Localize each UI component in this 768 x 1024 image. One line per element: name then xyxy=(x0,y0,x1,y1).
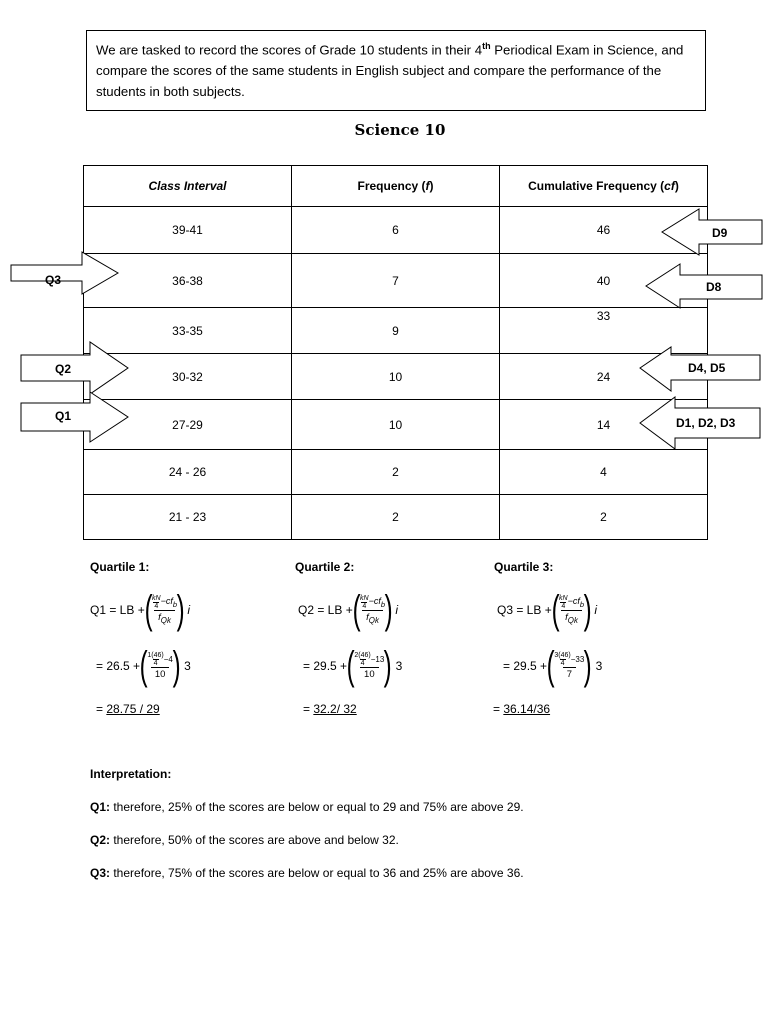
cell-interval: 39-41 xyxy=(84,207,292,254)
cell-frequency: 2 xyxy=(292,450,500,495)
quartile-3-substitution: = 29.5 + ( 3(46) 4 −33 7 ) 3 xyxy=(503,644,603,688)
table-row xyxy=(84,254,708,308)
interpretation-q3: Q3: therefore, 75% of the scores are below or equal to 36 and 25% are above 36. xyxy=(90,866,524,880)
interpretation-heading: Interpretation: xyxy=(90,767,172,781)
cell-interval: 21 - 23 xyxy=(84,495,292,540)
cell-interval: 36-38 xyxy=(84,254,292,308)
quartile-1-substitution: = 26.5 + ( 1(46) 4 −4 10 ) 3 xyxy=(96,644,191,688)
header-cumulative-frequency: Cumulative Frequency (cf) xyxy=(500,166,708,207)
cell-cf: 4 xyxy=(500,450,708,495)
cell-cf: 40 xyxy=(500,254,708,308)
cell-frequency: 10 xyxy=(292,354,500,400)
table-row xyxy=(84,308,708,354)
q2-arrow-label: Q2 xyxy=(55,362,72,376)
intro-text-end: Periodical Exam in Science, and compare the scores of the same students in English subject and compare the performance of the students in both subjects. xyxy=(96,42,684,100)
q1-arrow-label: Q1 xyxy=(55,409,72,423)
intro-superscript: th xyxy=(482,41,491,51)
cell-cf: 46 xyxy=(500,207,708,254)
cell-cf: 2 xyxy=(500,495,708,540)
quartile-1-result: = 28.75 / 29 xyxy=(96,702,160,716)
cell-frequency: 2 xyxy=(292,495,500,540)
d8-arrow-label: D8 xyxy=(706,280,722,294)
quartile-1-heading: Quartile 1: xyxy=(90,560,150,574)
q3-arrow-label: Q3 xyxy=(45,273,62,287)
table-row xyxy=(84,207,708,254)
quartile-2-substitution: = 29.5 + ( 2(46) 4 −13 10 ) 3 xyxy=(303,644,403,688)
cell-cf: 14 xyxy=(500,400,708,450)
right-arrow-icon xyxy=(20,391,130,443)
d1-d2-d3-arrow-label: D1, D2, D3 xyxy=(676,416,736,430)
interpretation-q2: Q2: therefore, 50% of the scores are above and below 32. xyxy=(90,833,399,847)
table-row xyxy=(84,450,708,495)
cell-cf: 24 xyxy=(500,354,708,400)
quartile-3-heading: Quartile 3: xyxy=(494,560,554,574)
cell-frequency: 10 xyxy=(292,400,500,450)
quartile-2-formula: Q2 = LB + ( kN 4 $-cf_b$ $f_{Qk}$ ) i xyxy=(298,588,399,632)
cell-interval: 27-29 xyxy=(84,400,292,450)
d4-d5-arrow xyxy=(639,346,761,392)
cell-interval: 24 - 26 xyxy=(84,450,292,495)
frequency-table xyxy=(83,165,708,540)
d9-arrow-label: D9 xyxy=(712,226,728,240)
quartile-3-result: = 36.14/36 xyxy=(493,702,551,716)
quartile-2-result: = 32.2/ 32 xyxy=(303,702,357,716)
q3-arrow xyxy=(10,251,120,295)
quartile-3-formula: Q3 = LB + ( kN 4 $-cf_b$ $f_{Qk}$ ) i xyxy=(497,588,598,632)
d9-arrow xyxy=(661,208,763,256)
q2-arrow xyxy=(20,341,130,395)
table-header-row xyxy=(84,166,708,207)
cell-interval: 30-32 xyxy=(84,354,292,400)
quartile-2-heading: Quartile 2: xyxy=(295,560,355,574)
page-title: Science 10 xyxy=(354,121,446,139)
header-frequency: Frequency (f) xyxy=(292,166,500,207)
table-row xyxy=(84,495,708,540)
header-class-interval: Class Interval xyxy=(84,166,292,207)
cell-interval: 33-35 xyxy=(84,308,292,354)
intro-box xyxy=(86,30,706,111)
interpretation-q1: Q1: therefore, 25% of the scores are below or equal to 29 and 75% are above 29. xyxy=(90,800,524,814)
d4-d5-arrow-label: D4, D5 xyxy=(688,361,726,375)
d1-d2-d3-arrow xyxy=(639,396,761,450)
intro-text-start: We are tasked to record the scores of Grade 10 students in their 4 xyxy=(96,42,483,58)
cell-frequency: 9 xyxy=(292,308,500,354)
table-row xyxy=(84,400,708,450)
cell-cf: 33 xyxy=(500,308,708,354)
right-arrow-icon xyxy=(10,251,120,295)
quartile-1-formula: Q1 = LB + ( kN 4 $-cf_b$ $f_{Qk}$ ) i xyxy=(90,588,191,632)
table-row xyxy=(84,354,708,400)
left-arrow-icon xyxy=(645,263,763,309)
cell-frequency: 6 xyxy=(292,207,500,254)
right-arrow-icon xyxy=(20,341,130,395)
cell-frequency: 7 xyxy=(292,254,500,308)
q1-arrow xyxy=(20,391,130,443)
d8-arrow xyxy=(645,263,763,309)
